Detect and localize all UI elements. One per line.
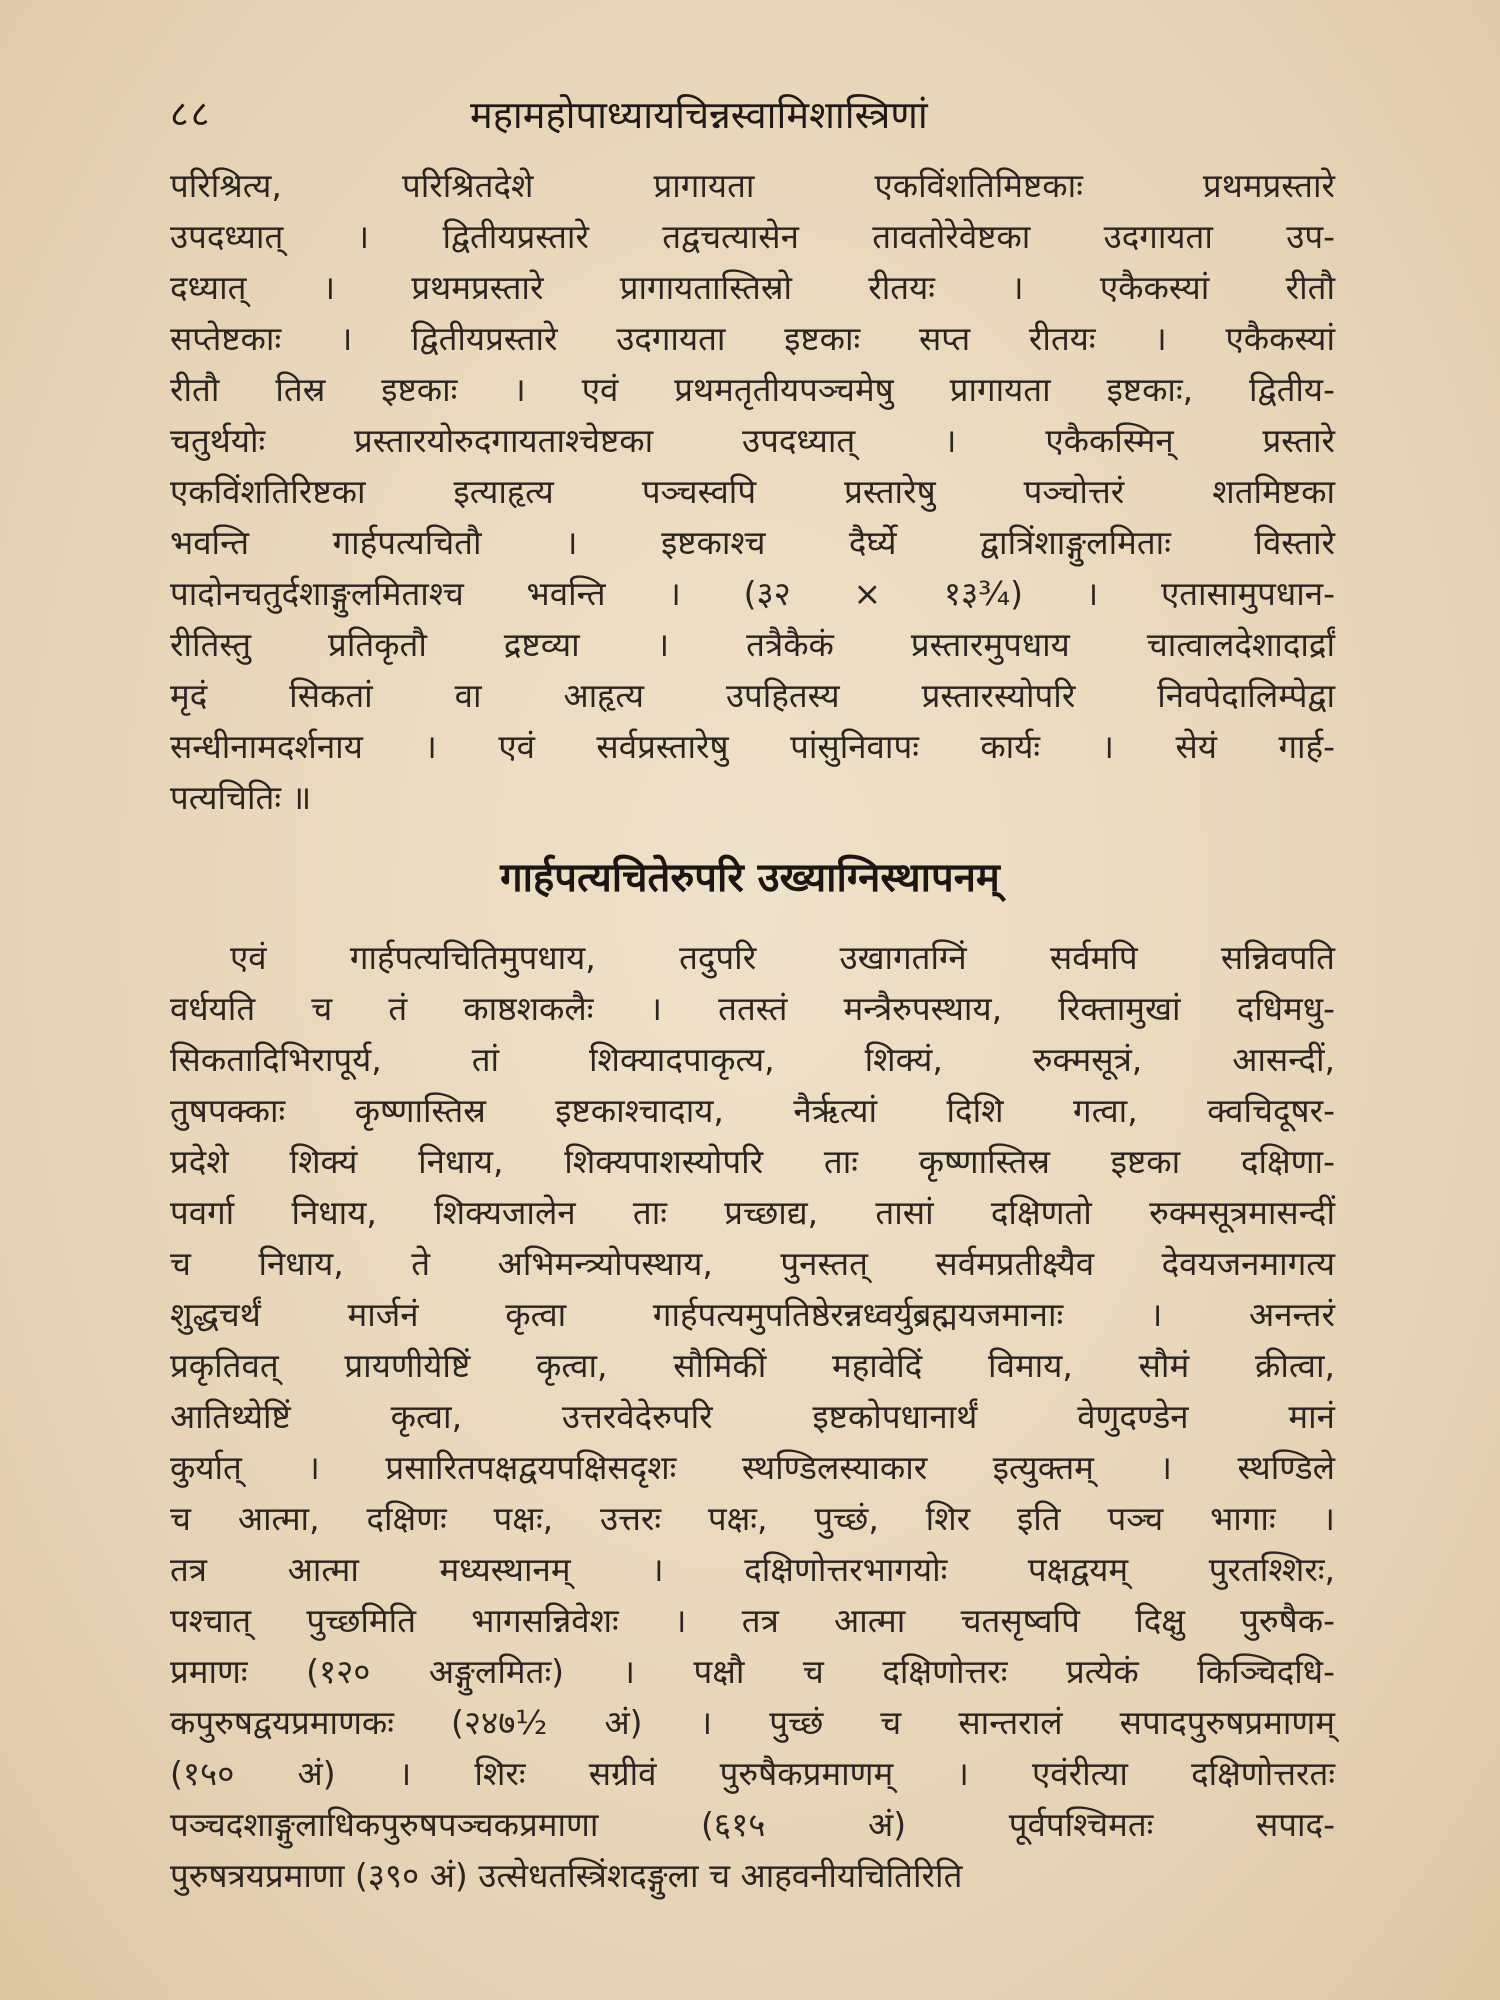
- text-line: भवन्ति गार्हपत्यचितौ । इष्टकाश्च दैर्घ्ये द्वात्रिंशाङ्गुलमिताः विस्तारे: [170, 523, 1335, 562]
- text-line: च निधाय, ते अभिमन्त्र्योपस्थाय, पुनस्तत् सर्वमप्रतीक्ष्यैव देवयजनमागत्य: [170, 1244, 1335, 1283]
- text-line: रीतौ तिस्र इष्टकाः । एवं प्रथमतृतीयपञ्चमेषु प्रागायता इष्टकाः, द्वितीय-: [170, 370, 1335, 409]
- section-heading: गार्हपत्यचितेरुपरि उख्याग्निस्थापनम्: [500, 854, 1000, 901]
- text-line: पवर्गा निधाय, शिक्यजालेन ताः प्रच्छाद्य, तासां दक्षिणतो रुक्मसूत्रमासन्दीं: [170, 1193, 1335, 1232]
- text-line: पादोनचतुर्दशाङ्गुलमिताश्च भवन्ति । (३२ × १३¾) । एतासामुपधान-: [170, 574, 1335, 613]
- text-line: (१५० अं) । शिरः सग्रीवं पुरुषैकप्रमाणम् । एवंरीत्या दक्षिणोत्तरतः: [170, 1754, 1335, 1793]
- text-line: आतिथ्येष्टिं कृत्वा, उत्तरवेदेरुपरि इष्टकोपधानार्थं वेणुदण्डेन मानं: [170, 1397, 1335, 1436]
- text-line: च आत्मा, दक्षिणः पक्षः, उत्तरः पक्षः, पुच्छं, शिर इति पञ्च भागाः ।: [170, 1499, 1335, 1538]
- text-line: कुर्यात् । प्रसारितपक्षद्वयपक्षिसदृशः स्थण्डिलस्याकार इत्युक्तम् । स्थण्डिले: [170, 1448, 1335, 1487]
- text-line: एकविंशतिरिष्टका इत्याहृत्य पञ्चस्वपि प्रस्तारेषु पञ्चोत्तरं शतमिष्टका: [170, 472, 1335, 511]
- page-number: ८८: [170, 94, 212, 135]
- text-line: उपदध्यात् । द्वितीयप्रस्तारे तद्वचत्यासेन तावतोरेवेष्टका उदगायता उप-: [170, 217, 1335, 256]
- text-line: रीतिस्तु प्रतिकृतौ द्रष्टव्या । तत्रैकैकं प्रस्तारमुपधाय चात्वालदेशादार्द्रां: [170, 625, 1335, 664]
- text-line: प्रमाणः (१२० अङ्गुलमितः) । पक्षौ च दक्षिणोत्तरः प्रत्येकं किञ्चिदधि-: [170, 1652, 1335, 1691]
- text-line: तुषपक्काः कृष्णास्तिस्र इष्टकाश्चादाय, नैर्ऋत्यां दिशि गत्वा, क्वचिदूषर-: [170, 1091, 1335, 1130]
- text-line: प्रकृतिवत् प्रायणीयेष्टिं कृत्वा, सौमिकीं महावेदिं विमाय, सौमं क्रीत्वा,: [170, 1346, 1336, 1385]
- text-line: चतुर्थयोः प्रस्तारयोरुदगायताश्चेष्टका उपदध्यात् । एकैकस्मिन् प्रस्तारे: [170, 421, 1335, 460]
- text-line: तत्र आत्मा मध्यस्थानम् । दक्षिणोत्तरभागयोः पक्षद्वयम् पुरतश्शिरः,: [170, 1550, 1335, 1589]
- page-header: [170, 88, 1350, 148]
- text-line: सिकतादिभिरापूर्य, तां शिक्यादपाकृत्य, शिक्यं, रुक्मसूत्रं, आसन्दीं,: [170, 1040, 1335, 1079]
- text-line: सप्तेष्टकाः । द्वितीयप्रस्तारे उदगायता इष्टकाः सप्त रीतयः । एकैकस्यां: [170, 319, 1335, 358]
- text-line: कपुरुषद्वयप्रमाणकः (२४७½ अं) । पुच्छं च सान्तरालं सपादपुरुषप्रमाणम्: [170, 1703, 1335, 1742]
- text-line: शुद्धचर्थं मार्जनं कृत्वा गार्हपत्यमुपतिष्ठेरन्नध्वर्युब्रह्मयजमानाः । अनन्तरं: [170, 1295, 1335, 1334]
- text-line: प्रदेशे शिक्यं निधाय, शिक्यपाशस्योपरि ताः कृष्णास्तिस्र इष्टका दक्षिणा-: [170, 1142, 1335, 1181]
- paragraph-1: [170, 160, 1335, 823]
- text-line: पुरुषत्रयप्रमाणा (३९० अं) उत्सेधतस्त्रिंशदङ्गुला च आहवनीयचितिरिति: [170, 1856, 963, 1895]
- paragraph-2: [170, 932, 1335, 1901]
- text-line: एवं गार्हपत्यचितिमुपधाय, तदुपरि उखागतग्निं सर्वमपि सन्निवपति: [230, 938, 1335, 977]
- text-line: पञ्चदशाङ्गुलाधिकपुरुषपञ्चकप्रमाणा (६१५ अं) पूर्वपश्चिमतः सपाद-: [170, 1805, 1335, 1844]
- text-line: पश्चात् पुच्छमिति भागसन्निवेशः । तत्र आत्मा चतसृष्वपि दिक्षु पुरुषैक-: [170, 1601, 1335, 1640]
- text-line: सन्धीनामदर्शनाय । एवं सर्वप्रस्तारेषु पांसुनिवापः कार्यः । सेयं गार्ह-: [170, 727, 1335, 766]
- text-line: पत्यचितिः ॥: [170, 778, 312, 817]
- running-title: महामहोपाध्यायचिन्नस्वामिशास्त्रिणां: [470, 93, 928, 137]
- text-line: दध्यात् । प्रथमप्रस्तारे प्रागायतास्तिस्रो रीतयः । एकैकस्यां रीतौ: [170, 268, 1335, 307]
- text-line: मृदं सिकतां वा आहृत्य उपहितस्य प्रस्तारस्योपरि निवपेदालिम्पेद्वा: [170, 676, 1335, 715]
- text-line: वर्धयति च तं काष्ठशकलैः । ततस्तं मन्त्रैरुपस्थाय, रिक्तामुखां दधिमधु-: [170, 989, 1335, 1028]
- text-line: परिश्रित्य, परिश्रितदेशे प्रागायता एकविंशतिमिष्टकाः प्रथमप्रस्तारे: [170, 166, 1335, 205]
